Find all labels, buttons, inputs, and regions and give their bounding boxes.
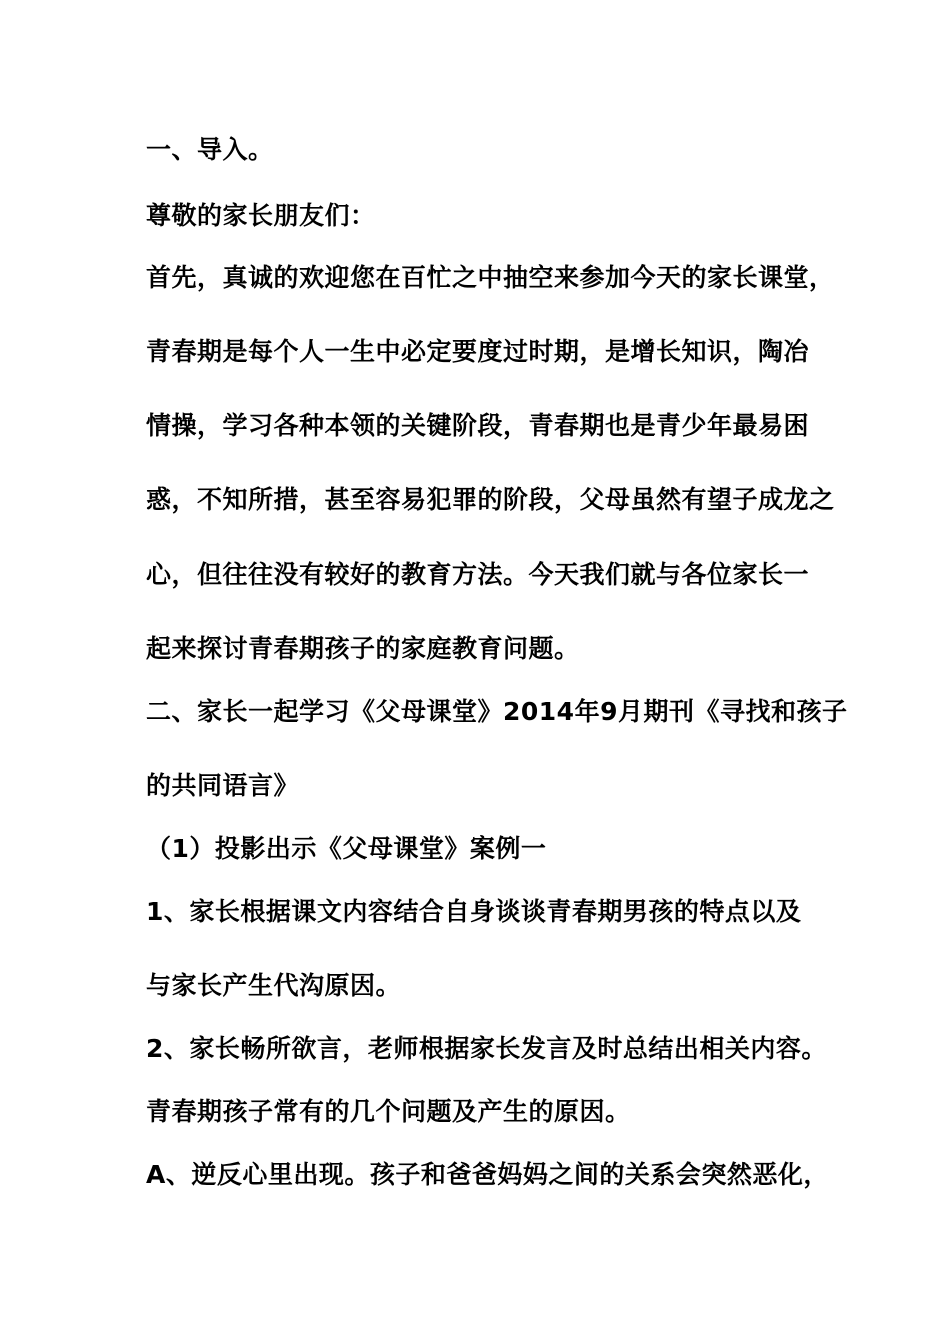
heading-section-two-cont: 的共同语言》 xyxy=(146,771,300,800)
list-item-1-cont: 与家长产生代沟原因。 xyxy=(146,971,402,1000)
subheading-case-one: （1）投影出示《父母课堂》案例一 xyxy=(146,834,547,863)
summary-line: 青春期孩子常有的几个问题及产生的原因。 xyxy=(146,1097,631,1126)
paragraph-line-4: 惑，不知所措，甚至容易犯罪的阶段，父母虽然有望子成龙之 xyxy=(146,485,835,514)
heading-introduction: 一、导入。 xyxy=(146,135,274,164)
paragraph-line-6: 起来探讨青春期孩子的家庭教育问题。 xyxy=(146,634,580,663)
list-item-a: A、逆反心里出现。孩子和爸爸妈妈之间的关系会突然恶化， xyxy=(146,1160,829,1189)
heading-section-two: 二、家长一起学习《父母课堂》2014年9月期刊《寻找和孩子 xyxy=(146,697,848,726)
paragraph-line-2: 青春期是每个人一生中必定要度过时期，是增长知识，陶冶 xyxy=(146,337,810,366)
paragraph-line-1: 首先，真诚的欢迎您在百忙之中抽空来参加今天的家长课堂， xyxy=(146,263,835,292)
paragraph-line-3: 情操，学习各种本领的关键阶段，青春期也是青少年最易困 xyxy=(146,411,810,440)
list-item-1: 1、家长根据课文内容结合自身谈谈青春期男孩的特点以及 xyxy=(146,897,802,926)
paragraph-line-5: 心，但往往没有较好的教育方法。今天我们就与各位家长一 xyxy=(146,560,810,589)
salutation: 尊敬的家长朋友们： xyxy=(146,201,376,230)
list-item-2: 2、家长畅所欲言，老师根据家长发言及时总结出相关内容。 xyxy=(146,1034,827,1063)
